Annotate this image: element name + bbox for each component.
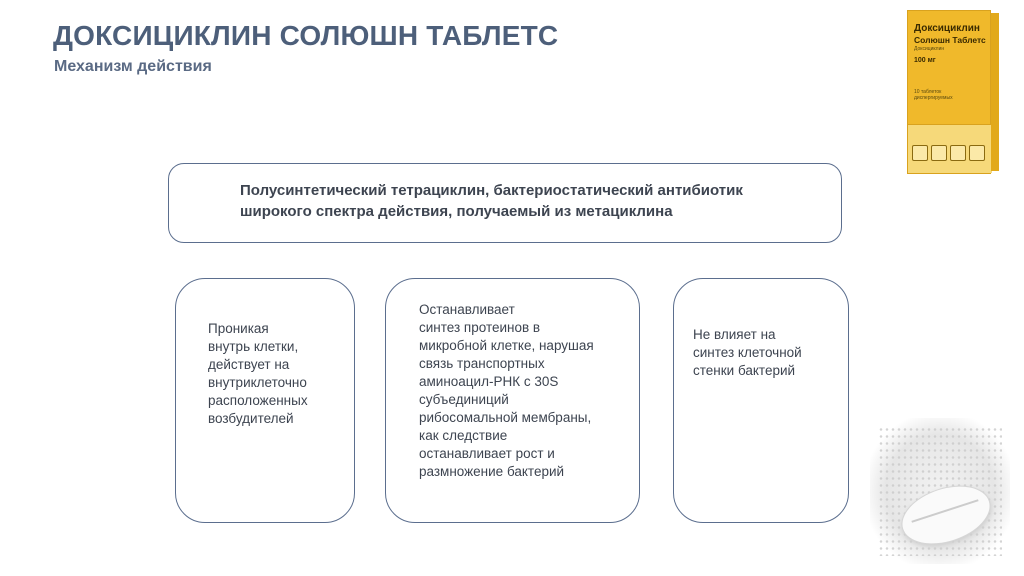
- summary-text: [240, 180, 830, 222]
- card-line: микробной клетке, нарушая: [419, 338, 594, 353]
- card-line: Проникая: [208, 321, 269, 336]
- card-text: [419, 301, 634, 481]
- mechanism-card-penetration: [175, 278, 355, 523]
- summary-line: Полусинтетический тетрациклин, бактериостатический антибиотик: [240, 182, 743, 199]
- package-name: Доксициклин: [914, 23, 980, 34]
- drink-icon: [969, 145, 985, 161]
- product-package-image: [907, 10, 999, 174]
- card-line: стенки бактерий: [693, 363, 796, 378]
- package-dose: 100 мг: [914, 57, 936, 64]
- card-line: возбудителей: [208, 411, 294, 426]
- summary-box: [168, 163, 842, 243]
- card-text: [693, 326, 843, 380]
- glass-icon: [931, 145, 947, 161]
- card-line: синтез клеточной: [693, 345, 802, 360]
- card-line: останавливает рост и: [419, 446, 555, 461]
- package-name-line2: Солюшн Таблетс: [914, 35, 986, 45]
- mechanism-card-protein-synthesis: [385, 278, 640, 523]
- card-text: [208, 320, 348, 428]
- summary-line: широкого спектра действия, получаемый из метациклина: [240, 203, 673, 220]
- card-line: действует на: [208, 357, 290, 372]
- package-lower-band: [908, 124, 992, 173]
- card-line: как следствие: [419, 428, 508, 443]
- package-side: [991, 13, 999, 171]
- card-line: аминоацил-РНК с 30S: [419, 374, 559, 389]
- package-inn: Доксициклин: [914, 46, 945, 52]
- card-line: внутрь клетки,: [208, 339, 299, 354]
- page-title: ДОКСИЦИКЛИН СОЛЮШН ТАБЛЕТС: [53, 20, 559, 51]
- card-line: Останавливает: [419, 302, 515, 317]
- card-line: синтез протеинов в: [419, 320, 541, 335]
- card-line: субъединиций: [419, 392, 509, 407]
- card-line: рибосомальной мембраны,: [419, 410, 592, 425]
- card-line: внутриклеточно: [208, 375, 307, 390]
- tablet-icon: [950, 145, 966, 161]
- mechanism-card-cell-wall: [673, 278, 849, 523]
- package-count-line1: 10 таблеток: [914, 89, 942, 95]
- package-front: [907, 10, 991, 174]
- package-count: [914, 89, 953, 101]
- card-line: расположенных: [208, 393, 308, 408]
- card-line: связь транспортных: [419, 356, 545, 371]
- dissolve-icon: [912, 145, 928, 161]
- card-line: размножение бактерий: [419, 464, 565, 479]
- effervescent-tablet-image: [870, 418, 1010, 564]
- package-count-line2: диспергируемых: [914, 95, 953, 101]
- card-line: Не влияет на: [693, 327, 776, 342]
- page-subtitle: Механизм действия: [54, 58, 212, 75]
- package-icons: [912, 145, 985, 161]
